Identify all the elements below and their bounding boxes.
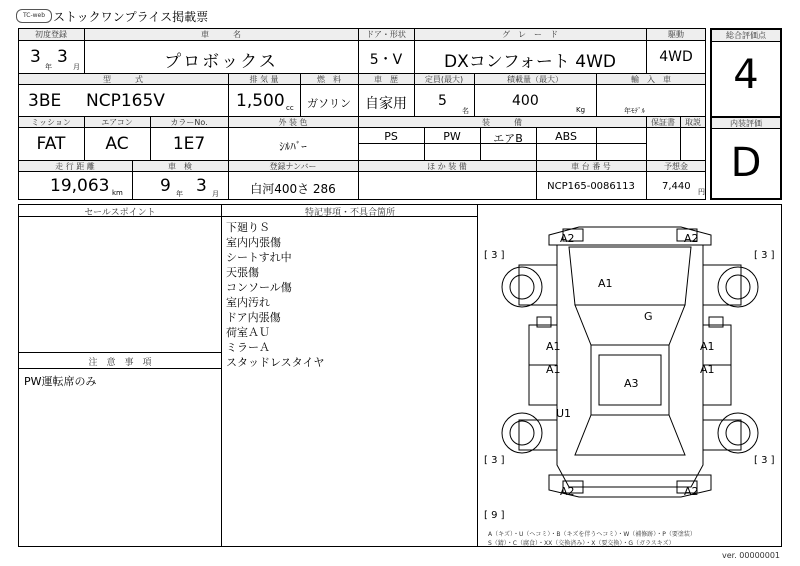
load-value: 400 <box>512 93 539 109</box>
model-value: NCP165V <box>86 91 165 111</box>
label-other-equipment: ほ か 装 備 <box>427 162 467 171</box>
label-mission: ミッション <box>31 118 71 127</box>
reg-year: 3 <box>30 47 41 67</box>
capacity-unit: 名 <box>462 107 469 115</box>
remark-item: シートすれ中 <box>226 251 292 264</box>
mark-a2-rear-right: A2 <box>684 485 699 498</box>
remark-item: 荷室ＡＵ <box>226 326 270 339</box>
remark-item: 下廻りＳ <box>226 221 270 234</box>
remark-item: 天張傷 <box>226 266 259 279</box>
equipment-item: エアB <box>493 132 523 145</box>
bracket-spare: [ 9 ] <box>484 510 505 521</box>
mark-g-windshield: G <box>644 310 653 323</box>
label-inspection: 車 検 <box>168 162 192 171</box>
label-car-name: 車 名 <box>201 30 241 39</box>
label-history: 車 歴 <box>374 75 398 84</box>
reg-month-unit: 月 <box>73 63 80 71</box>
label-remarks: 特記事項・不具合箇所 <box>304 208 395 218</box>
label-load: 積載量（最大） <box>507 75 563 84</box>
logo: TC-web <box>16 9 52 23</box>
insp-year-unit: 年 <box>176 190 183 198</box>
car-name-value: プロボックス <box>164 52 278 72</box>
drive-value: 4WD <box>659 49 693 65</box>
label-import: 輸 入 車 <box>631 75 671 84</box>
legend-line-1: A（キズ）・U（ヘコミ）・B（キズを伴うヘコミ）・W（補修跡）・P（要塗装） <box>488 531 696 538</box>
label-model: 型 式 <box>103 75 143 84</box>
label-mileage: 走 行 距 離 <box>55 162 95 171</box>
label-interior-score: 内装評価 <box>730 119 762 128</box>
label-est-price: 予想金 <box>664 162 688 171</box>
equipment-item: PS <box>384 130 398 143</box>
history-value: 自家用 <box>365 96 407 112</box>
legend-line-2: S（錆）・C（腐食）・XX（交換済み）・X（要交換）・G（ガラスキズ） <box>488 540 675 547</box>
insp-year: 9 <box>160 176 171 196</box>
plate-value: 白河400さ 286 <box>250 182 336 196</box>
label-overall-score: 総合評価点 <box>726 31 766 40</box>
displacement-value: 1,500 <box>236 91 285 111</box>
fuel-value: ガソリン <box>307 97 351 110</box>
bracket-bottom-right: [ 3 ] <box>754 455 775 466</box>
overall-score: 4 <box>733 52 759 98</box>
label-color-no: カラーNo. <box>170 118 208 127</box>
car-diagram <box>479 205 781 525</box>
insp-month: 3 <box>196 176 207 196</box>
remark-item: 室内内張傷 <box>226 236 281 249</box>
grade-value: DXコンフォート 4WD <box>443 52 616 72</box>
displacement-unit: cc <box>286 104 294 112</box>
label-plate: 登録ナンバー <box>269 162 317 171</box>
reg-month: 3 <box>57 47 68 67</box>
equipment-item: PW <box>443 130 461 143</box>
notes-text: PW運転席のみ <box>24 375 97 388</box>
mileage-value: 19,063 <box>50 176 110 196</box>
mark-a2-rear-left: A2 <box>560 485 575 498</box>
bracket-top-right: [ 3 ] <box>754 250 775 261</box>
equipment-item: ABS <box>555 130 577 143</box>
mission-value: FAT <box>36 134 66 154</box>
label-sales-points: セールスポイント <box>84 208 156 218</box>
mark-a2-front-left: A2 <box>560 232 575 245</box>
mark-u1-left: U1 <box>556 407 572 420</box>
price-value: 7,440 <box>662 181 691 192</box>
label-exterior: 外 装 色 <box>278 118 308 127</box>
version-text: ver. 00000001 <box>722 551 781 560</box>
mark-a1-left-2: A1 <box>546 363 561 376</box>
remarks-list <box>226 220 324 370</box>
mileage-unit: km <box>112 189 123 197</box>
exterior-value: ｼﾙﾊﾞｰ <box>279 140 307 153</box>
label-fuel: 燃 料 <box>317 75 341 84</box>
label-manual: 取説 <box>685 118 701 127</box>
reg-year-unit: 年 <box>45 63 52 71</box>
aircon-value: AC <box>105 134 129 154</box>
interior-score: D <box>730 140 762 186</box>
label-aircon: エアコン <box>101 118 133 127</box>
label-displacement: 排 気 量 <box>249 75 279 84</box>
mark-a1-right-2: A1 <box>700 363 715 376</box>
remark-item: ドア内張傷 <box>226 311 281 324</box>
label-warranty: 保証書 <box>651 118 675 127</box>
label-first-reg: 初度登録 <box>35 30 67 39</box>
doors-value: 5・V <box>369 52 403 68</box>
mark-a2-front-right: A2 <box>684 232 699 245</box>
remark-item: ミラーＡ <box>226 341 270 354</box>
price-unit: 円 <box>698 188 705 196</box>
insp-month-unit: 月 <box>212 190 219 198</box>
chassis-value: NCP165-0086113 <box>547 181 635 192</box>
color-no-value: 1E7 <box>172 134 206 154</box>
import-note: 年ﾓﾃﾞﾙ <box>624 107 645 115</box>
capacity-value: 5 <box>438 93 447 109</box>
page-title: ストックワンプライス掲載票 <box>53 10 209 24</box>
mark-a1-right-1: A1 <box>700 340 715 353</box>
bracket-top-left: [ 3 ] <box>484 250 505 261</box>
label-capacity: 定員(最大) <box>424 75 464 84</box>
mark-a1-left-1: A1 <box>546 340 561 353</box>
label-chassis: 車 台 番 号 <box>571 162 611 171</box>
mark-a1-hood: A1 <box>598 277 613 290</box>
remark-item: 室内汚れ <box>226 296 270 309</box>
remark-item: スタッドレスタイヤ <box>226 356 325 369</box>
label-doors: ドア・形状 <box>366 30 406 39</box>
label-drive: 駆動 <box>668 30 684 39</box>
load-unit: Kg <box>576 106 586 114</box>
label-equipment: 装 備 <box>482 118 522 127</box>
model-prefix: 3BE <box>28 91 62 111</box>
label-notes: 注 意 事 項 <box>88 358 152 368</box>
remark-item: コンソール傷 <box>226 281 292 294</box>
label-grade: グ レ ー ド <box>502 30 558 39</box>
mark-a3-roof: A3 <box>624 377 639 390</box>
bracket-bottom-left: [ 3 ] <box>484 455 505 466</box>
